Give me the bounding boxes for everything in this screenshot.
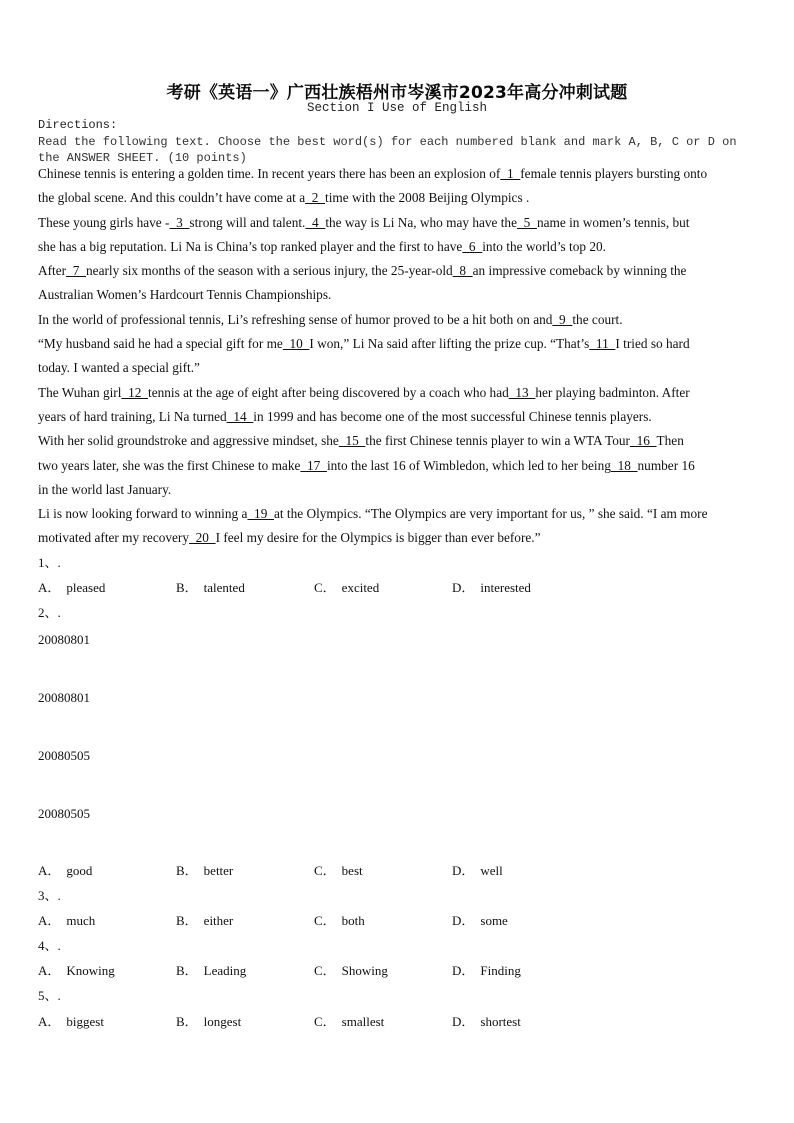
passage-text: years of hard training, Li Na turned xyxy=(38,408,227,424)
option-text: much xyxy=(66,913,96,928)
option-d[interactable] xyxy=(452,1011,521,1030)
option-a[interactable] xyxy=(38,860,92,879)
passage-text: Australian Women’s Hardcourt Tennis Championships. xyxy=(38,287,332,303)
passage-text: two years later, she was the first Chinese to make xyxy=(38,457,301,473)
option-letter: B． xyxy=(176,913,198,928)
question-number: 1、. xyxy=(38,555,61,570)
options-row xyxy=(38,1011,758,1031)
passage-text: number 16 xyxy=(637,457,695,473)
question-number: 2、. xyxy=(38,605,61,620)
option-b[interactable] xyxy=(176,1011,241,1030)
option-text: some xyxy=(480,913,508,928)
image-placeholder-code: 20080505 xyxy=(38,748,90,763)
passage-line xyxy=(38,502,758,526)
passage-line xyxy=(38,283,758,307)
option-letter: A． xyxy=(38,1014,61,1029)
passage-text: name in women’s tennis, but xyxy=(536,214,690,230)
option-a[interactable] xyxy=(38,1011,104,1030)
option-d[interactable] xyxy=(452,910,508,929)
passage-text: into the last 16 of Wimbledon, which led to her being xyxy=(326,457,611,473)
option-d[interactable] xyxy=(452,960,521,979)
cloze-blank: 11 xyxy=(589,336,616,352)
directions-label: Directions: xyxy=(38,118,118,132)
option-a[interactable] xyxy=(38,960,115,979)
option-a[interactable] xyxy=(38,910,95,929)
cloze-blank: 12 xyxy=(121,384,149,400)
option-text: excited xyxy=(341,580,380,595)
passage-text: the first Chinese tennis player to win a WTA Tour xyxy=(365,433,630,449)
question-number: 5、. xyxy=(38,988,61,1003)
passage-line xyxy=(38,211,758,235)
option-letter: C． xyxy=(314,1014,336,1029)
option-letter: B． xyxy=(176,963,198,978)
passage-text: in 1999 and has become one of the most successful Chinese tennis players. xyxy=(253,408,652,424)
option-c[interactable] xyxy=(314,960,388,979)
cloze-blank: 20 xyxy=(189,530,216,546)
cloze-blank: 15 xyxy=(338,433,366,449)
passage-text: time with the 2008 Beijing Olympics . xyxy=(325,190,530,206)
question-number: 3、. xyxy=(38,888,61,903)
option-letter: A． xyxy=(38,963,61,978)
passage-line xyxy=(38,381,758,405)
option-c[interactable] xyxy=(314,1011,384,1030)
option-text: interested xyxy=(480,580,531,595)
cloze-blank: 18 xyxy=(610,457,638,473)
cloze-passage xyxy=(38,162,758,551)
option-b[interactable] xyxy=(176,860,233,879)
option-letter: B． xyxy=(176,863,198,878)
cloze-blank: 6 xyxy=(462,238,483,254)
cloze-blank: 14 xyxy=(226,408,254,424)
image-placeholder-code: 20080801 xyxy=(38,690,90,705)
passage-text: into the world’s top 20. xyxy=(482,238,606,254)
cloze-blank: 9 xyxy=(552,311,573,327)
cloze-blank: 17 xyxy=(300,457,327,473)
option-letter: C． xyxy=(314,963,336,978)
option-b[interactable] xyxy=(176,910,233,929)
passage-text: the way is Li Na, who may have the xyxy=(325,214,517,230)
passage-text: I tried so hard xyxy=(615,336,690,352)
passage-text: today. I wanted a special gift.” xyxy=(38,360,200,376)
options-row xyxy=(38,960,758,980)
option-letter: D． xyxy=(452,863,475,878)
cloze-blank: 8 xyxy=(452,263,473,279)
passage-text: in the world last January. xyxy=(38,481,172,497)
options-row xyxy=(38,577,758,597)
passage-line xyxy=(38,405,758,429)
option-text: Leading xyxy=(203,963,247,978)
option-b[interactable] xyxy=(176,577,245,596)
cloze-blank: 4 xyxy=(305,214,326,230)
option-letter: A． xyxy=(38,913,61,928)
passage-line xyxy=(38,478,758,502)
cloze-blank: 2 xyxy=(305,190,326,206)
cloze-blank: 3 xyxy=(169,214,190,230)
image-placeholder-code: 20080505 xyxy=(38,806,90,821)
cloze-blank: 10 xyxy=(282,336,310,352)
option-text: longest xyxy=(203,1014,242,1029)
question-number: 4、. xyxy=(38,938,61,953)
option-letter: C． xyxy=(314,913,336,928)
option-d[interactable] xyxy=(452,577,531,596)
option-letter: B． xyxy=(176,1014,198,1029)
passage-text: With her solid groundstroke and aggressive mindset, she xyxy=(38,433,339,449)
passage-text: she has a big reputation. Li Na is China’s top ranked player and the first to have xyxy=(38,238,463,254)
passage-text: Chinese tennis is entering a golden time. In recent years there has been an explosion of xyxy=(38,166,501,181)
option-letter: C． xyxy=(314,580,336,595)
passage-line xyxy=(38,429,758,453)
passage-line xyxy=(38,186,758,210)
option-text: Showing xyxy=(341,963,388,978)
passage-text: motivated after my recovery xyxy=(38,530,189,546)
passage-text: In the world of professional tennis, Li’s refreshing sense of humor proved to be a hit both on and xyxy=(38,311,553,327)
passage-line xyxy=(38,526,758,550)
cloze-blank: 5 xyxy=(517,214,537,230)
cloze-blank: 19 xyxy=(247,506,274,522)
option-text: smallest xyxy=(341,1014,385,1029)
option-text: well xyxy=(480,863,503,878)
passage-text: The Wuhan girl xyxy=(38,384,122,400)
option-text: shortest xyxy=(480,1014,521,1029)
image-placeholder-code: 20080801 xyxy=(38,632,90,647)
passage-text: an impressive comeback by winning the xyxy=(472,263,687,279)
option-c[interactable] xyxy=(314,860,363,879)
passage-text: I feel my desire for the Olympics is bigger than ever before.” xyxy=(215,530,541,546)
passage-line xyxy=(38,162,758,186)
option-letter: A． xyxy=(38,863,61,878)
option-c[interactable] xyxy=(314,910,365,929)
option-letter: A． xyxy=(38,580,61,595)
passage-text: the global scene. And this couldn’t have come at a xyxy=(38,190,306,206)
option-c[interactable] xyxy=(314,577,379,596)
passage-text: Li is now looking forward to winning a xyxy=(38,506,248,522)
passage-text: These young girls have - xyxy=(38,214,170,230)
option-text: talented xyxy=(203,580,245,595)
cloze-blank: 16 xyxy=(629,433,657,449)
options-row xyxy=(38,910,758,930)
passage-text: tennis at the age of eight after being discovered by a coach who had xyxy=(148,384,509,400)
page-title: 考研《英语一》广西壮族梧州市岑溪市2023年高分冲刺试题 xyxy=(166,83,628,103)
passage-line xyxy=(38,259,758,283)
passage-text: the court. xyxy=(572,311,623,327)
passage-text: female tennis players bursting onto xyxy=(520,166,708,181)
option-letter: C． xyxy=(314,863,336,878)
passage-text: nearly six months of the season with a serious injury, the 25-year-old xyxy=(86,263,453,279)
option-b[interactable] xyxy=(176,960,246,979)
cloze-blank: 7 xyxy=(66,263,87,279)
option-text: Knowing xyxy=(66,963,115,978)
passage-line xyxy=(38,332,758,356)
passage-line xyxy=(38,454,758,478)
passage-line xyxy=(38,308,758,332)
option-text: both xyxy=(341,913,365,928)
section-heading: Section I Use of English xyxy=(306,101,488,115)
passage-line xyxy=(38,235,758,259)
passage-text: “My husband said he had a special gift for me xyxy=(38,336,283,352)
option-text: best xyxy=(341,863,363,878)
option-letter: D． xyxy=(452,1014,475,1029)
option-letter: B． xyxy=(176,580,198,595)
option-text: better xyxy=(203,863,234,878)
option-text: either xyxy=(203,913,234,928)
option-letter: D． xyxy=(452,580,475,595)
option-a[interactable] xyxy=(38,577,105,596)
passage-text: at the Olympics. “The Olympics are very important for us, ” she said. “I am more xyxy=(274,506,708,522)
option-letter: D． xyxy=(452,913,475,928)
option-text: pleased xyxy=(66,580,106,595)
options-row xyxy=(38,860,758,880)
cloze-blank: 1 xyxy=(500,166,521,181)
option-d[interactable] xyxy=(452,860,503,879)
passage-text: her playing badminton. After xyxy=(535,384,690,400)
option-text: Finding xyxy=(480,963,521,978)
cloze-blank: 13 xyxy=(508,384,536,400)
passage-text: After xyxy=(38,263,67,279)
option-letter: D． xyxy=(452,963,475,978)
option-text: good xyxy=(66,863,93,878)
passage-text: strong will and talent. xyxy=(189,214,306,230)
directions-text: Read the following text. Choose the best word(s) for each numbered blank and mark A, B, C or D on the ANSWER SHEET. (10 points) xyxy=(38,135,737,165)
passage-text: Then xyxy=(656,433,684,449)
option-text: biggest xyxy=(66,1014,104,1029)
passage-line xyxy=(38,356,758,380)
passage-text: I won,” Li Na said after lifting the prize cup. “That’s xyxy=(309,336,590,352)
